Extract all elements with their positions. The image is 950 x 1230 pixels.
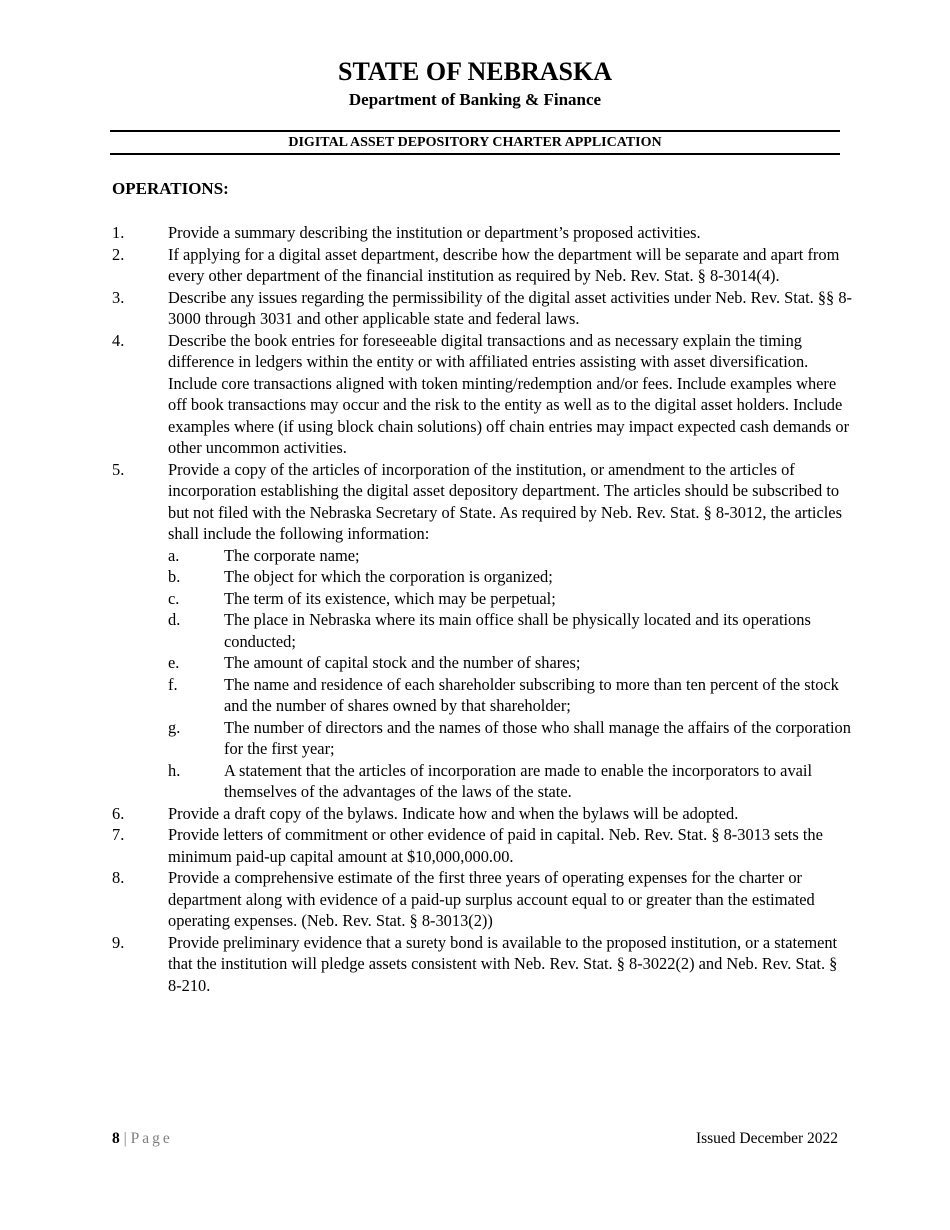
item-text-body: Provide a copy of the articles of incorporation of the institution, or amendment to the articles of incorporation establishing the digital asset depository department. The articles should be subscribed to but not filed with the Nebraska Secretary of State. As required by Neb. Rev. Stat. § 8-3012, the articles shall include the following information: xyxy=(168,459,842,543)
sub-item-letter: e. xyxy=(168,653,180,672)
header-rule-bottom xyxy=(110,153,840,155)
sub-item-text: The corporate name; xyxy=(224,545,360,565)
item-text xyxy=(168,459,852,803)
sub-list-item xyxy=(168,545,852,567)
item-number: 9. xyxy=(112,932,125,952)
header-rule-top xyxy=(110,130,840,132)
list-item xyxy=(112,867,852,932)
sub-item-text: A statement that the articles of incorporation are made to enable the incorporators to avail themselves of the advantages of the laws of the state. xyxy=(224,760,813,801)
department-name: Department of Banking & Finance xyxy=(348,90,602,109)
item-number: 2. xyxy=(112,244,125,264)
item-number: 3. xyxy=(112,287,125,307)
sub-list-item xyxy=(168,566,852,588)
item-number: 5. xyxy=(112,459,125,479)
item-text: Describe any issues regarding the permissibility of the digital asset activities under Neb. Rev. Stat. §§ 8-3000 through 3031 and other applicable state and federal laws. xyxy=(168,287,852,328)
item-number: 1. xyxy=(112,223,125,242)
item-text: Provide a summary describing the institution or department’s proposed activities. xyxy=(168,223,701,242)
list-item xyxy=(112,330,852,459)
item-text: Provide preliminary evidence that a surety bond is available to the proposed institution, or a statement that the institution will pledge assets consistent with Neb. Rev. Stat. § 8-3022(2) and Neb. Rev. Stat. § 8-210. xyxy=(168,932,838,995)
sub-list-item xyxy=(168,609,852,652)
sub-item-letter: h. xyxy=(168,760,181,780)
item-number: 8. xyxy=(112,868,125,887)
item-number: 7. xyxy=(112,825,125,844)
page-label: Page xyxy=(130,1130,173,1147)
sub-item-letter: c. xyxy=(168,588,180,608)
sub-list-item xyxy=(168,760,852,803)
sub-item-text: The place in Nebraska where its main office shall be physically located and its operations conducted; xyxy=(224,610,811,651)
item-number: 6. xyxy=(112,803,125,823)
list-item xyxy=(112,824,852,867)
sub-item-letter: g. xyxy=(168,717,181,737)
sub-item-text: The object for which the corporation is organized; xyxy=(224,567,553,586)
sub-list-item xyxy=(168,588,852,610)
item-text: Provide a comprehensive estimate of the first three years of operating expenses for the charter or department along with evidence of a paid-up surplus account equal to or greater than the estimated operating expenses. (Neb. Rev. Stat. § 8-3013(2)) xyxy=(168,868,815,930)
sub-list-item xyxy=(168,652,852,674)
item-text: If applying for a digital asset department, describe how the department will be separate and apart from every other department of the financial institution as required by Neb. Rev. Stat. § 8-3014(4). xyxy=(168,244,840,285)
sub-item-text: The term of its existence, which may be perpetual; xyxy=(224,588,556,608)
list-item xyxy=(112,803,852,825)
sub-item-text: The amount of capital stock and the number of shares; xyxy=(224,653,581,672)
sub-list-item xyxy=(168,717,852,760)
issued-date: Issued December 2022 xyxy=(695,1130,838,1147)
item-number: 4. xyxy=(112,330,125,350)
sub-item-text: The name and residence of each shareholder subscribing to more than ten percent of the stock and the number of shares owned by that shareholder; xyxy=(224,674,839,715)
operations-list xyxy=(112,222,852,996)
page-title: STATE OF NEBRASKA xyxy=(337,57,612,86)
list-item xyxy=(112,932,852,997)
page-footer-number xyxy=(112,1129,173,1149)
page-number: 8 xyxy=(112,1130,120,1147)
sub-item-letter: f. xyxy=(168,674,178,694)
list-item xyxy=(112,459,852,803)
footer-separator: | xyxy=(123,1130,127,1147)
item-text: Describe the book entries for foreseeable digital transactions and as necessary explain the timing difference in ledgers within the entity or with affiliated entries assisting with asset diversification. Include core transactions aligned with token minting/redemption and/or fees. Include examples where off book transactions may occur and the risk to the entity as well as to the digital asset holders. Include examples where (if using block chain solutions) off chain entries may impact expected cash demands or other uncommon activities. xyxy=(168,330,850,457)
item-text: Provide a draft copy of the bylaws. Indicate how and when the bylaws will be adopted. xyxy=(168,803,739,823)
sub-item-letter: b. xyxy=(168,567,181,586)
sub-list-item xyxy=(168,674,852,717)
item-text: Provide letters of commitment or other evidence of paid in capital. Neb. Rev. Stat. § 8-3013 sets the minimum paid-up capital amount at $10,000,000.00. xyxy=(168,825,823,866)
sub-item-letter: a. xyxy=(168,545,180,565)
form-title: DIGITAL ASSET DEPOSITORY CHARTER APPLICATION xyxy=(288,135,662,150)
sub-item-letter: d. xyxy=(168,610,181,629)
list-item xyxy=(112,244,852,287)
sub-item-text: The number of directors and the names of those who shall manage the affairs of the corporation for the first year; xyxy=(224,717,851,758)
section-heading: OPERATIONS: xyxy=(112,179,229,198)
list-item xyxy=(112,287,852,330)
list-item xyxy=(112,222,852,244)
